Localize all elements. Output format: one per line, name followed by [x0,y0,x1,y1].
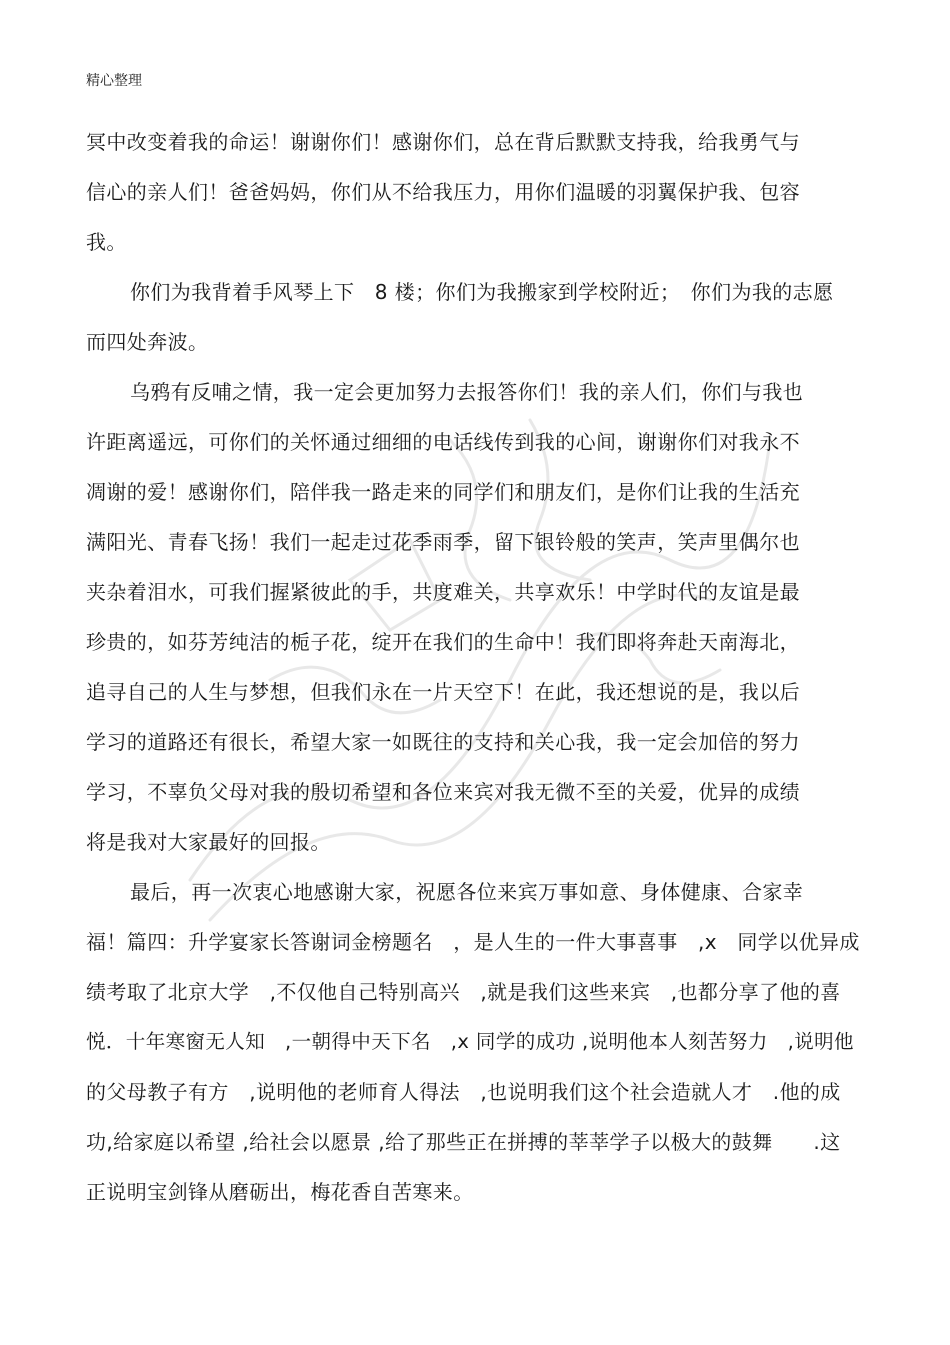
text-line: 学习，不辜负父母对我的殷切希望和各位来宾对我无微不至的关爱，优异的成绩 [86,780,800,804]
text-line: 学习的道路还有很长，希望大家一如既往的支持和关心我，我一定会加倍的努力 [86,730,800,754]
text-line: 绩考取了北京大学 ,不仅他自己特别高兴 ,就是我们这些来宾 ,也都分享了他的喜 [86,980,841,1004]
text-line: 最后，再一次衷心地感谢大家，祝愿各位来宾万事如意、身体健康、合家幸 [130,880,804,904]
text-line: 追寻自己的人生与梦想，但我们永在一片天空下！在此，我还想说的是，我以后 [86,680,800,704]
text-line: 将是我对大家最好的回报。 [86,830,331,854]
text-line: 我。 [86,230,127,254]
text-line: 功,给家庭以希望 ,给社会以愿景 ,给了那些正在拼搏的莘莘学子以极大的鼓舞 .这 [86,1130,841,1154]
text-line: 许距离遥远，可你们的关怀通过细细的电话线传到我的心间，谢谢你们对我永不 [86,430,800,454]
text-line: 信心的亲人们！爸爸妈妈，你们从不给我压力，用你们温暖的羽翼保护我、包容 [86,180,800,204]
text-line: 冥中改变着我的命运！谢谢你们！感谢你们，总在背后默默支持我，给我勇气与 [86,130,800,154]
text-line: 福！篇四：升学宴家长答谢词金榜题名 ，是人生的一件大事喜事 ,x 同学以优异成 [86,930,860,954]
text-line: 夹杂着泪水，可我们握紧彼此的手，共度难关，共享欢乐！中学时代的友谊是最 [86,580,800,604]
text-line: 满阳光、青春飞扬！我们一起走过花季雨季，留下银铃般的笑声，笑声里偶尔也 [86,530,800,554]
text-line: 而四处奔波。 [86,330,209,354]
text-line: 凋谢的爱！感谢你们，陪伴我一路走来的同学们和朋友们，是你们让我的生活充 [86,480,800,504]
text-line: 你们为我背着手风琴上下 8 楼；你们为我搬家到学校附近； 你们为我的志愿 [130,280,834,304]
text-line: 的父母教子有方 ,说明他的老师育人得法 ,也说明我们这个社会造就人才 .他的成 [86,1080,841,1104]
text-line: 乌鸦有反哺之情，我一定会更加努力去报答你们！我的亲人们，你们与我也 [130,380,804,404]
page-header: 精心整理 [86,73,142,89]
text-line: 悦．十年寒窗无人知 ,一朝得中天下名 ,x 同学的成功 ,说明他本人刻苦努力 ,说明他 [86,1030,854,1053]
text-line: 正说明宝剑锋从磨砺出，梅花香自苦寒来。 [86,1180,474,1204]
text-line: 珍贵的，如芬芳纯洁的栀子花，绽开在我们的生命中！我们即将奔赴天南海北， [86,630,800,654]
